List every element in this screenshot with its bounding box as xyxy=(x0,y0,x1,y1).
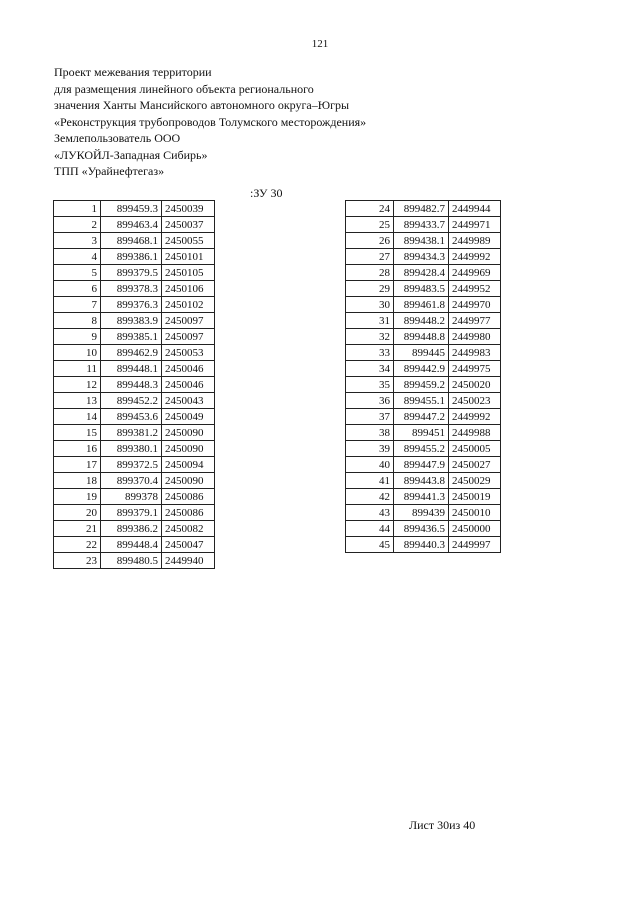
x-coordinate-cell: 899448.1 xyxy=(101,361,162,377)
point-number-cell: 42 xyxy=(346,489,394,505)
x-coordinate-cell: 899428.4 xyxy=(394,265,449,281)
x-coordinate-cell: 899461.8 xyxy=(394,297,449,313)
y-coordinate-cell: 2450019 xyxy=(449,489,501,505)
point-number-cell: 23 xyxy=(54,553,101,569)
table-row xyxy=(54,457,215,473)
table-row xyxy=(54,505,215,521)
y-coordinate-cell: 2450020 xyxy=(449,377,501,393)
table-row xyxy=(346,425,501,441)
page-number: 121 xyxy=(311,38,329,50)
point-number-cell: 21 xyxy=(54,521,101,537)
table-row xyxy=(54,313,215,329)
table-row xyxy=(346,521,501,537)
y-coordinate-cell: 2449992 xyxy=(449,249,501,265)
y-coordinate-cell: 2450047 xyxy=(162,537,215,553)
table-row xyxy=(346,441,501,457)
point-number-cell: 27 xyxy=(346,249,394,265)
y-coordinate-cell: 2450043 xyxy=(162,393,215,409)
x-coordinate-cell: 899448.4 xyxy=(101,537,162,553)
y-coordinate-cell: 2449969 xyxy=(449,265,501,281)
table-row xyxy=(54,441,215,457)
table-row xyxy=(54,393,215,409)
table-row xyxy=(346,457,501,473)
point-number-cell: 28 xyxy=(346,265,394,281)
y-coordinate-cell: 2450029 xyxy=(449,473,501,489)
point-number-cell: 39 xyxy=(346,441,394,457)
y-coordinate-cell: 2450046 xyxy=(162,361,215,377)
x-coordinate-cell: 899380.1 xyxy=(101,441,162,457)
x-coordinate-cell: 899462.9 xyxy=(101,345,162,361)
table-row xyxy=(54,361,215,377)
table-row xyxy=(54,265,215,281)
x-coordinate-cell: 899379.5 xyxy=(101,265,162,281)
x-coordinate-cell: 899438.1 xyxy=(394,233,449,249)
table-row xyxy=(346,345,501,361)
point-number-cell: 2 xyxy=(54,217,101,233)
table-row xyxy=(54,425,215,441)
table-row xyxy=(54,249,215,265)
point-number-cell: 22 xyxy=(54,537,101,553)
point-number-cell: 37 xyxy=(346,409,394,425)
x-coordinate-cell: 899483.5 xyxy=(394,281,449,297)
x-coordinate-cell: 899386.2 xyxy=(101,521,162,537)
point-number-cell: 4 xyxy=(54,249,101,265)
y-coordinate-cell: 2450000 xyxy=(449,521,501,537)
y-coordinate-cell: 2449940 xyxy=(162,553,215,569)
y-coordinate-cell: 2449977 xyxy=(449,313,501,329)
table-row xyxy=(346,313,501,329)
x-coordinate-cell: 899443.8 xyxy=(394,473,449,489)
x-coordinate-cell: 899480.5 xyxy=(101,553,162,569)
table-row xyxy=(346,265,501,281)
table-row xyxy=(54,345,215,361)
x-coordinate-cell: 899439 xyxy=(394,505,449,521)
x-coordinate-cell: 899459.2 xyxy=(394,377,449,393)
point-number-cell: 16 xyxy=(54,441,101,457)
y-coordinate-cell: 2450090 xyxy=(162,441,215,457)
point-number-cell: 24 xyxy=(346,201,394,217)
point-number-cell: 6 xyxy=(54,281,101,297)
y-coordinate-cell: 2450086 xyxy=(162,489,215,505)
point-number-cell: 25 xyxy=(346,217,394,233)
x-coordinate-cell: 899448.2 xyxy=(394,313,449,329)
y-coordinate-cell: 2450097 xyxy=(162,313,215,329)
table-row xyxy=(346,217,501,233)
point-number-cell: 45 xyxy=(346,537,394,553)
header-line: «Реконструкция трубопроводов Толумского месторождения» xyxy=(54,114,367,129)
table-row xyxy=(346,393,501,409)
coordinates-table-right xyxy=(345,200,501,553)
table-row xyxy=(54,201,215,217)
y-coordinate-cell: 2450027 xyxy=(449,457,501,473)
point-number-cell: 35 xyxy=(346,377,394,393)
x-coordinate-cell: 899463.4 xyxy=(101,217,162,233)
y-coordinate-cell: 2450010 xyxy=(449,505,501,521)
point-number-cell: 5 xyxy=(54,265,101,281)
point-number-cell: 15 xyxy=(54,425,101,441)
point-number-cell: 18 xyxy=(54,473,101,489)
table-row xyxy=(346,489,501,505)
x-coordinate-cell: 899442.9 xyxy=(394,361,449,377)
point-number-cell: 32 xyxy=(346,329,394,345)
y-coordinate-cell: 2450055 xyxy=(162,233,215,249)
document-header xyxy=(54,64,366,180)
y-coordinate-cell: 2449971 xyxy=(449,217,501,233)
table-row xyxy=(346,361,501,377)
point-number-cell: 44 xyxy=(346,521,394,537)
x-coordinate-cell: 899385.1 xyxy=(101,329,162,345)
table-row xyxy=(346,297,501,313)
coordinates-table-left xyxy=(53,200,215,569)
point-number-cell: 20 xyxy=(54,505,101,521)
y-coordinate-cell: 2449988 xyxy=(449,425,501,441)
x-coordinate-cell: 899441.3 xyxy=(394,489,449,505)
x-coordinate-cell: 899386.1 xyxy=(101,249,162,265)
y-coordinate-cell: 2450090 xyxy=(162,425,215,441)
point-number-cell: 33 xyxy=(346,345,394,361)
point-number-cell: 17 xyxy=(54,457,101,473)
table-row xyxy=(346,281,501,297)
y-coordinate-cell: 2450106 xyxy=(162,281,215,297)
table-row xyxy=(54,297,215,313)
y-coordinate-cell: 2450046 xyxy=(162,377,215,393)
x-coordinate-cell: 899383.9 xyxy=(101,313,162,329)
x-coordinate-cell: 899381.2 xyxy=(101,425,162,441)
x-coordinate-cell: 899455.2 xyxy=(394,441,449,457)
point-number-cell: 26 xyxy=(346,233,394,249)
x-coordinate-cell: 899468.1 xyxy=(101,233,162,249)
header-line: Проект межевания территории xyxy=(54,65,212,79)
point-number-cell: 7 xyxy=(54,297,101,313)
point-number-cell: 40 xyxy=(346,457,394,473)
point-number-cell: 41 xyxy=(346,473,394,489)
x-coordinate-cell: 899452.2 xyxy=(101,393,162,409)
x-coordinate-cell: 899448.3 xyxy=(101,377,162,393)
y-coordinate-cell: 2449975 xyxy=(449,361,501,377)
y-coordinate-cell: 2450097 xyxy=(162,329,215,345)
point-number-cell: 30 xyxy=(346,297,394,313)
x-coordinate-cell: 899433.7 xyxy=(394,217,449,233)
table-row xyxy=(54,537,215,553)
point-number-cell: 31 xyxy=(346,313,394,329)
point-number-cell: 43 xyxy=(346,505,394,521)
table-row xyxy=(54,553,215,569)
x-coordinate-cell: 899378 xyxy=(101,489,162,505)
x-coordinate-cell: 899447.2 xyxy=(394,409,449,425)
y-coordinate-cell: 2450049 xyxy=(162,409,215,425)
y-coordinate-cell: 2450023 xyxy=(449,393,501,409)
point-number-cell: 9 xyxy=(54,329,101,345)
point-number-cell: 10 xyxy=(54,345,101,361)
table-row xyxy=(54,281,215,297)
x-coordinate-cell: 899378.3 xyxy=(101,281,162,297)
x-coordinate-cell: 899436.5 xyxy=(394,521,449,537)
x-coordinate-cell: 899482.7 xyxy=(394,201,449,217)
point-number-cell: 11 xyxy=(54,361,101,377)
header-line: для размещения линейного объекта регионального xyxy=(54,81,314,96)
table-row xyxy=(346,537,501,553)
y-coordinate-cell: 2449997 xyxy=(449,537,501,553)
y-coordinate-cell: 2449992 xyxy=(449,409,501,425)
y-coordinate-cell: 2449983 xyxy=(449,345,501,361)
point-number-cell: 1 xyxy=(54,201,101,217)
y-coordinate-cell: 2449970 xyxy=(449,297,501,313)
x-coordinate-cell: 899459.3 xyxy=(101,201,162,217)
table-row xyxy=(54,233,215,249)
point-number-cell: 29 xyxy=(346,281,394,297)
x-coordinate-cell: 899447.9 xyxy=(394,457,449,473)
point-number-cell: 14 xyxy=(54,409,101,425)
sheet-number: Лист 30из 40 xyxy=(409,818,476,832)
y-coordinate-cell: 2450101 xyxy=(162,249,215,265)
point-number-cell: 19 xyxy=(54,489,101,505)
y-coordinate-cell: 2450053 xyxy=(162,345,215,361)
x-coordinate-cell: 899448.8 xyxy=(394,329,449,345)
table-row xyxy=(346,473,501,489)
x-coordinate-cell: 899376.3 xyxy=(101,297,162,313)
y-coordinate-cell: 2449980 xyxy=(449,329,501,345)
y-coordinate-cell: 2449944 xyxy=(449,201,501,217)
x-coordinate-cell: 899372.5 xyxy=(101,457,162,473)
table-row xyxy=(54,489,215,505)
point-number-cell: 13 xyxy=(54,393,101,409)
y-coordinate-cell: 2449952 xyxy=(449,281,501,297)
x-coordinate-cell: 899440.3 xyxy=(394,537,449,553)
table-row xyxy=(346,201,501,217)
y-coordinate-cell: 2450086 xyxy=(162,505,215,521)
x-coordinate-cell: 899451 xyxy=(394,425,449,441)
x-coordinate-cell: 899370.4 xyxy=(101,473,162,489)
table-row xyxy=(54,521,215,537)
point-number-cell: 34 xyxy=(346,361,394,377)
table-row xyxy=(54,409,215,425)
point-number-cell: 12 xyxy=(54,377,101,393)
table-row xyxy=(54,217,215,233)
y-coordinate-cell: 2449989 xyxy=(449,233,501,249)
y-coordinate-cell: 2450094 xyxy=(162,457,215,473)
table-row xyxy=(54,329,215,345)
x-coordinate-cell: 899379.1 xyxy=(101,505,162,521)
y-coordinate-cell: 2450037 xyxy=(162,217,215,233)
table-row xyxy=(346,233,501,249)
y-coordinate-cell: 2450039 xyxy=(162,201,215,217)
y-coordinate-cell: 2450102 xyxy=(162,297,215,313)
table-row xyxy=(346,377,501,393)
table-row xyxy=(346,329,501,345)
header-line: Землепользователь ООО xyxy=(54,131,181,145)
x-coordinate-cell: 899455.1 xyxy=(394,393,449,409)
x-coordinate-cell: 899434.3 xyxy=(394,249,449,265)
y-coordinate-cell: 2450082 xyxy=(162,521,215,537)
point-number-cell: 36 xyxy=(346,393,394,409)
table-row xyxy=(346,409,501,425)
point-number-cell: 8 xyxy=(54,313,101,329)
header-line: ТПП «Урайнефтегаз» xyxy=(54,164,165,178)
x-coordinate-cell: 899445 xyxy=(394,345,449,361)
table-row xyxy=(54,473,215,489)
table-row xyxy=(346,505,501,521)
point-number-cell: 3 xyxy=(54,233,101,249)
x-coordinate-cell: 899453.6 xyxy=(101,409,162,425)
point-number-cell: 38 xyxy=(346,425,394,441)
header-line: значения Ханты Мансийского автономного округа–Югры xyxy=(54,98,350,112)
y-coordinate-cell: 2450005 xyxy=(449,441,501,457)
y-coordinate-cell: 2450090 xyxy=(162,473,215,489)
header-line: «ЛУКОЙЛ-Западная Сибирь» xyxy=(54,147,208,162)
land-plot-label: :ЗУ 30 xyxy=(250,186,283,200)
table-row xyxy=(54,377,215,393)
y-coordinate-cell: 2450105 xyxy=(162,265,215,281)
table-row xyxy=(346,249,501,265)
